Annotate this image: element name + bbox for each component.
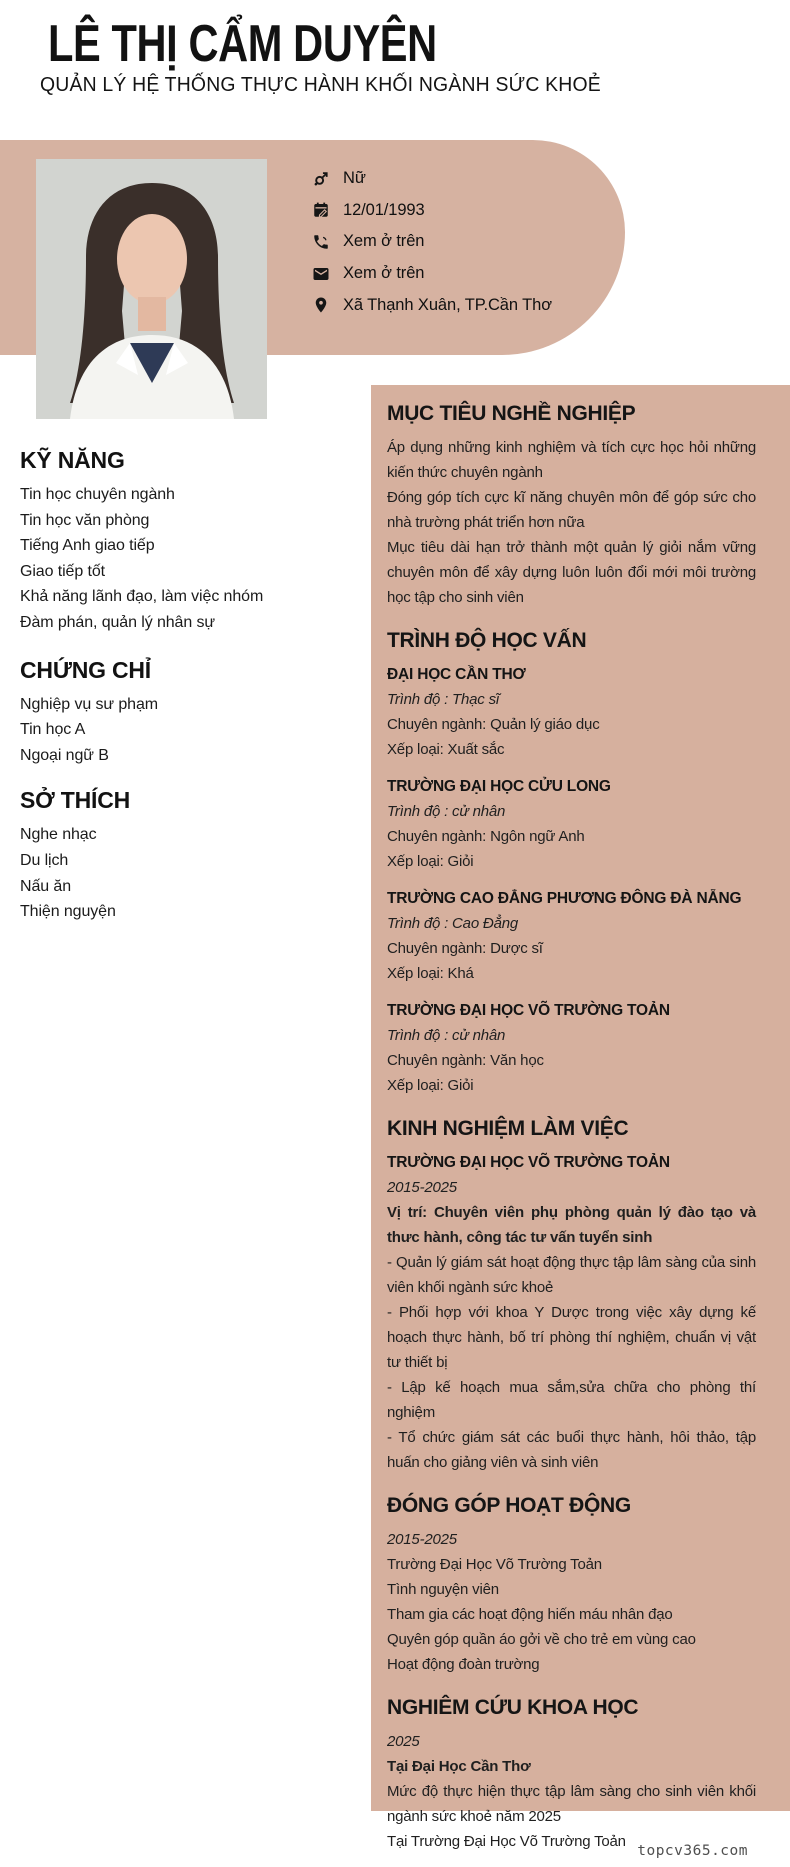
experience-position: Vị trí: Chuyên viên phụ phòng quản lý đào tạo và thưc hành, công tác tư vấn tuyển sinh: [387, 1204, 756, 1246]
school-name: TRƯỜNG CAO ĐẲNG PHƯƠNG ĐÔNG ĐÀ NẴNG: [387, 890, 742, 907]
contact-item-address: [312, 289, 552, 321]
certificate-item: Nghiệp vụ sư phạm: [20, 695, 158, 713]
hobby-item: Thiện nguyện: [20, 903, 116, 921]
objective-paragraph: Áp dụng những kinh nghiệm và tích cực học hỏi những kiến thức chuyên ngành: [387, 439, 756, 481]
research-place-alt: Tại Trường Đại Học Võ Trường Toản: [387, 1833, 626, 1850]
research-period: 2025: [387, 1733, 420, 1750]
hobby-item: Du lịch: [20, 851, 69, 869]
school-grade: Xếp loại: Giỏi: [387, 1077, 474, 1094]
skills-section-title: KỸ NĂNG: [20, 447, 125, 473]
calendar-icon: [312, 201, 330, 219]
experience-duty: - Tổ chức giám sát các buổi thực hành, hôi thảo, tập huấn cho giảng viên và sinh viên: [387, 1429, 756, 1471]
activity-line: Tham gia các hoạt động hiến máu nhân đạo: [387, 1606, 673, 1623]
experience-employer: TRƯỜNG ĐẠI HỌC VÕ TRƯỜNG TOẢN: [387, 1154, 670, 1171]
sidebar: [20, 446, 355, 925]
certificates-section-title: CHỨNG CHỈ: [20, 656, 152, 683]
research-description: Mức độ thực hiện thực tập lâm sàng cho sinh viên khối ngành sức khoẻ năm 2025: [387, 1783, 756, 1825]
experience-duty: - Lập kế hoạch mua sắm,sửa chữa cho phòng thí nghiệm: [387, 1379, 756, 1421]
experience-title: KINH NGHIỆM LÀM VIỆC: [387, 1117, 629, 1140]
experience-period: 2015-2025: [387, 1179, 457, 1196]
skill-item: Tin học văn phòng: [20, 511, 150, 529]
school-grade: Xếp loại: Khá: [387, 965, 474, 982]
objective-paragraph: Đóng góp tích cực kĩ năng chuyên môn để góp sức cho nhà trường phát triển hơn nữa: [387, 489, 756, 531]
hobbies-section-title: SỞ THÍCH: [20, 787, 131, 814]
experience-duty: - Phối hợp với khoa Y Dược trong việc xây dựng kế hoạch thực hành, bố trí phòng thí nghiệm, chuẩn vị vật tư thiết bị: [387, 1304, 756, 1371]
hobby-item: Nấu ăn: [20, 877, 71, 895]
main-panel: [371, 385, 790, 1850]
education-entry: [387, 998, 756, 1098]
skill-item: Tiếng Anh giao tiếp: [20, 537, 155, 555]
certificate-item: Tin học A: [20, 721, 86, 739]
activities-section: [387, 1493, 756, 1677]
school-degree: Trình độ : cử nhân: [387, 803, 506, 820]
contact-item-birthday: [312, 195, 552, 227]
research-title: NGHIÊM CỨU KHOA HỌC: [387, 1696, 639, 1719]
contact-address-value: Xã Thạnh Xuân, TP.Cần Thơ: [343, 295, 552, 314]
contact-gender-value: Nữ: [343, 169, 366, 188]
contact-email-value: Xem ở trên: [343, 264, 425, 283]
education-entry: [387, 662, 756, 762]
school-name: TRƯỜNG ĐẠI HỌC CỬU LONG: [387, 778, 611, 795]
skill-item: Giao tiếp tốt: [20, 562, 105, 580]
contact-item-gender: [312, 163, 552, 195]
email-icon: [312, 265, 330, 283]
school-major: Chuyên ngành: Dược sĩ: [387, 940, 543, 957]
candidate-job-title: QUẢN LÝ HỆ THỐNG THỰC HÀNH KHỐI NGÀNH SỨC KHOẺ: [40, 74, 601, 96]
education-entry: [387, 774, 756, 874]
watermark-text: topcv365.com: [637, 1843, 748, 1859]
objective-paragraph: Mục tiêu dài hạn trở thành một quản lý giỏi nắm vững chuyên môn để xây dựng luôn luôn đổi mới môi trường học tập cho sinh viên: [387, 539, 756, 606]
hobby-item: Nghe nhạc: [20, 826, 97, 844]
skill-item: Tin học chuyên ngành: [20, 486, 175, 503]
school-major: Chuyên ngành: Văn học: [387, 1052, 544, 1069]
candidate-name: LÊ THỊ CẨM DUYÊN: [48, 15, 437, 73]
skill-item: Đàm phán, quản lý nhân sự: [20, 613, 216, 631]
school-major: Chuyên ngành: Quản lý giáo dục: [387, 716, 600, 733]
experience-section: [387, 1116, 756, 1475]
objective-section: [387, 401, 756, 610]
school-grade: Xếp loại: Xuất sắc: [387, 741, 505, 758]
school-degree: Trình độ : Cao Đẳng: [387, 915, 518, 932]
skill-item: Khả năng lãnh đạo, làm việc nhóm: [20, 588, 264, 606]
school-name: TRƯỜNG ĐẠI HỌC VÕ TRƯỜNG TOẢN: [387, 1002, 670, 1019]
school-grade: Xếp loại: Giỏi: [387, 853, 474, 870]
contact-birthday-value: 12/01/1993: [343, 200, 425, 219]
education-title: TRÌNH ĐỘ HỌC VẤN: [387, 629, 587, 652]
research-place: Tại Đại Học Cần Thơ: [387, 1758, 531, 1775]
contact-item-phone: [312, 226, 552, 258]
activity-line: Tình nguyện viên: [387, 1581, 499, 1598]
activity-line: Trường Đại Học Võ Trường Toản: [387, 1556, 602, 1573]
activities-period: 2015-2025: [387, 1531, 457, 1548]
location-icon: [312, 296, 330, 314]
education-section: [387, 628, 756, 1098]
profile-photo: [36, 159, 267, 419]
school-name: ĐẠI HỌC CẦN THƠ: [387, 666, 526, 683]
contact-phone-value: Xem ở trên: [343, 232, 425, 251]
profile-photo-image: [36, 159, 267, 419]
contact-item-email: [312, 258, 552, 290]
contact-list: [312, 163, 552, 321]
school-degree: Trình độ : cử nhân: [387, 1027, 506, 1044]
gender-icon: [312, 170, 330, 188]
activities-title: ĐÓNG GÓP HOẠT ĐỘNG: [387, 1494, 631, 1517]
objective-title: MỤC TIÊU NGHỀ NGHIỆP: [387, 402, 636, 425]
school-major: Chuyên ngành: Ngôn ngữ Anh: [387, 828, 585, 845]
phone-icon: [312, 233, 330, 251]
certificate-item: Ngoại ngữ B: [20, 746, 109, 764]
experience-duty: - Quản lý giám sát hoạt động thực tập lâm sàng của sinh viên khối ngành sức khoẻ: [387, 1254, 756, 1296]
school-degree: Trình độ : Thạc sĩ: [387, 691, 499, 708]
education-entry: [387, 886, 756, 986]
activity-line: Hoạt động đoàn trường: [387, 1656, 540, 1673]
research-section: [387, 1695, 756, 1854]
activity-line: Quyên góp quần áo gởi về cho trẻ em vùng cao: [387, 1631, 696, 1648]
